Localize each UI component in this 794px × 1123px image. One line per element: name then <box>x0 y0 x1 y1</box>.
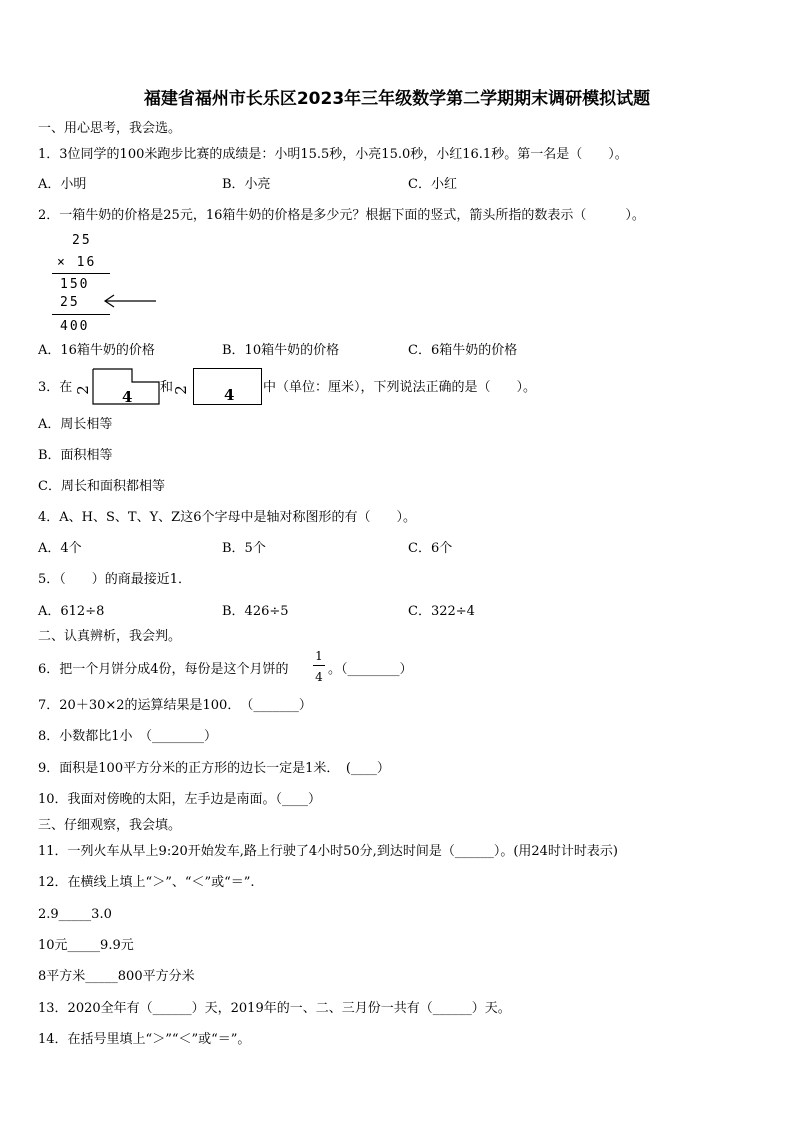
question-13: 13．2020全年有（______）天，2019年的一、二、三月份一共有（______）天。 <box>38 1001 511 1016</box>
q1-option-b[interactable]: B．小亮 <box>222 177 271 192</box>
q1-option-c[interactable]: C．小红 <box>408 177 457 192</box>
q12-row-3: 8平方米_____800平方分米 <box>38 969 195 984</box>
fraction-denominator: 4 <box>315 670 323 684</box>
q2-option-a[interactable]: A．16箱牛奶的价格 <box>38 343 155 358</box>
question-11: 11．一列火车从早上9:20开始发车,路上行驶了4小时50分,到达时间是（______）。(用24时计时表示) <box>38 844 618 859</box>
section-heading-1: 一、用心思考，我会选。 <box>38 121 182 136</box>
q1-option-a[interactable]: A．小明 <box>38 177 87 192</box>
question-3-and: 和 <box>160 380 174 395</box>
q12-row-2: 10元_____9.9元 <box>38 938 134 953</box>
question-2: 2．一箱牛奶的价格是25元，16箱牛奶的价格是多少元？根据下面的竖式，箭头所指的数表示（ ）。 <box>38 208 645 223</box>
calc-row-multiplier: × 16 <box>57 255 97 270</box>
question-1: 1．3位同学的100米跑步比赛的成绩是：小明15.5秒，小亮15.0秒，小红16.1秒。第一名是（ ）。 <box>38 147 628 162</box>
question-10: 10．我面对傍晚的太阳，左手边是南面。（____） <box>38 792 322 807</box>
calc-divider-line <box>52 314 110 315</box>
shape1-width-label: 4 <box>122 388 133 406</box>
question-3-prefix: 3．在 <box>38 380 73 395</box>
question-9: 9．面积是100平方分米的正方形的边长一定是1米． (____） <box>38 761 390 776</box>
page-title: 福建省福州市长乐区2023年三年级数学第二学期期末调研模拟试题 <box>143 89 651 109</box>
question-5: 5．（ ）的商最接近1． <box>38 572 192 587</box>
shape2-width-label: 4 <box>224 386 235 404</box>
question-7: 7．20＋30×2的运算结果是100． （_______） <box>38 698 312 713</box>
shape1-height-label: 2 <box>73 385 92 395</box>
fraction-numerator: 1 <box>315 649 323 663</box>
section-heading-2: 二、认真辨析，我会判。 <box>38 629 182 644</box>
question-6-suffix: 。（________） <box>328 662 413 677</box>
q3-option-c[interactable]: C．周长和面积都相等 <box>38 479 165 494</box>
calc-divider-line <box>52 273 110 274</box>
q5-option-b[interactable]: B．426÷5 <box>222 604 289 619</box>
question-12: 12．在横线上填上“＞”、“＜”或“＝”. <box>38 875 255 890</box>
calc-row-partial-1: 150 <box>60 277 90 292</box>
q12-row-1: 2.9_____3.0 <box>38 907 112 922</box>
calc-row-product: 400 <box>60 319 90 334</box>
calc-row-multiplicand: 25 <box>72 233 92 248</box>
fraction-bar <box>313 665 325 666</box>
question-8: 8．小数都比1小 （________） <box>38 729 218 744</box>
q4-option-a[interactable]: A．4个 <box>38 541 82 556</box>
question-6-prefix: 6．把一个月饼分成4份，每份是这个月饼的 <box>38 662 289 677</box>
q5-option-a[interactable]: A．612÷8 <box>38 604 105 619</box>
question-14: 14．在括号里填上“＞”“＜”或“＝”。 <box>38 1032 251 1047</box>
q2-option-b[interactable]: B．10箱牛奶的价格 <box>222 343 340 358</box>
question-4: 4．A、H、S、T、Y、Z这6个字母中是轴对称图形的有（ ）。 <box>38 510 416 525</box>
q4-option-c[interactable]: C．6个 <box>408 541 453 556</box>
q2-option-c[interactable]: C．6箱牛奶的价格 <box>408 343 518 358</box>
q3-option-b[interactable]: B．面积相等 <box>38 448 113 463</box>
q4-option-b[interactable]: B．5个 <box>222 541 266 556</box>
section-heading-3: 三、仔细观察，我会填。 <box>38 818 182 833</box>
q3-option-a[interactable]: A．周长相等 <box>38 417 113 432</box>
arrow-left-icon <box>102 294 158 308</box>
q5-option-c[interactable]: C．322÷4 <box>408 604 475 619</box>
calc-row-partial-2: 25 <box>60 295 80 310</box>
shape2-height-label: 2 <box>171 385 190 395</box>
question-3-suffix: 中（单位：厘米），下列说法正确的是（ ）。 <box>263 380 537 395</box>
